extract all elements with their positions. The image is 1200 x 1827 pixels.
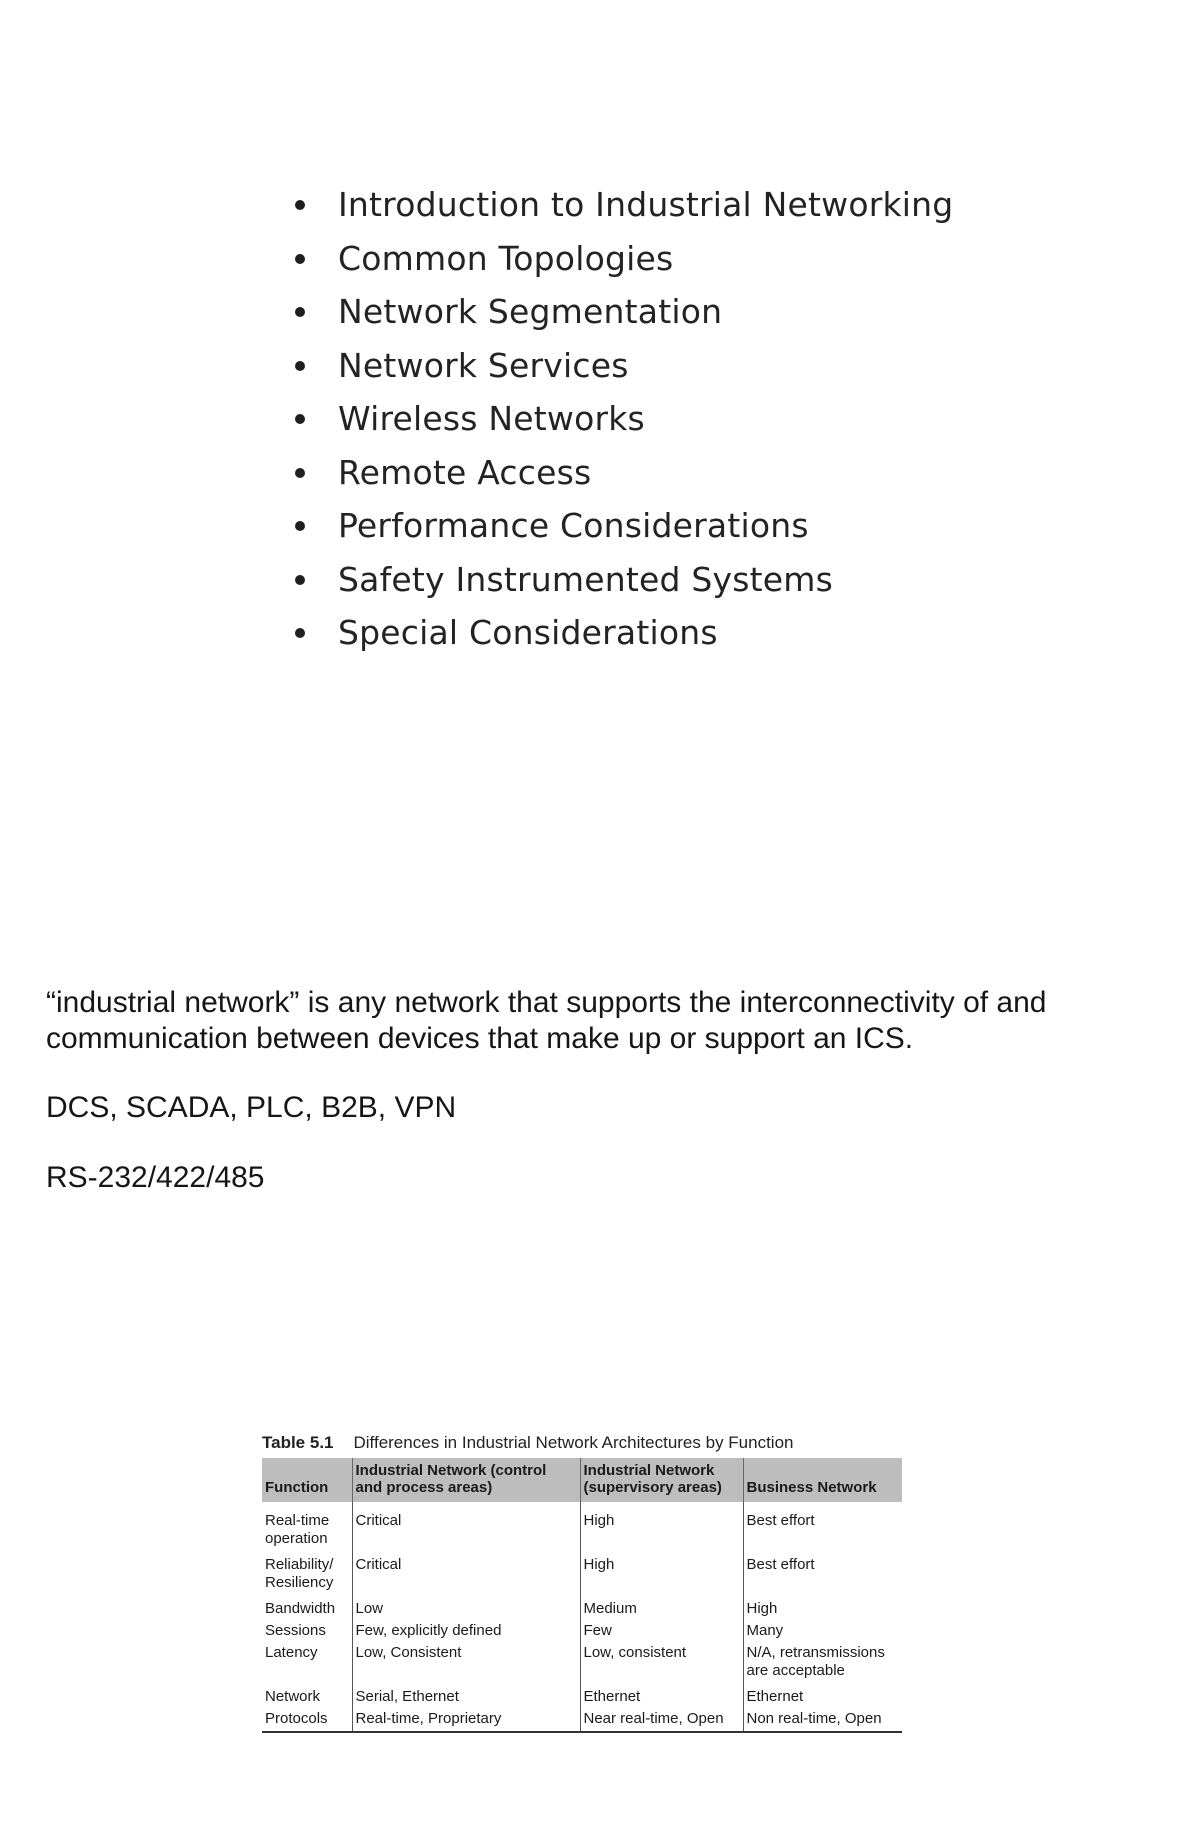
bullet-icon xyxy=(295,521,305,531)
topic-item: Performance Considerations xyxy=(286,499,953,553)
table-number: Table 5.1 xyxy=(262,1433,334,1452)
topic-item: Special Considerations xyxy=(286,606,953,660)
table-cell: Real-time, Proprietary xyxy=(352,1709,580,1732)
table-cell: Network xyxy=(265,1688,321,1705)
table-row xyxy=(262,1599,902,1621)
acronyms-line: DCS, SCADA, PLC, B2B, VPN xyxy=(46,1091,457,1124)
topic-item: Network Services xyxy=(286,339,953,393)
table-cell: Medium xyxy=(580,1599,743,1621)
table-cell: N/A, retransmissions are acceptable xyxy=(743,1643,902,1687)
topic-item: Wireless Networks xyxy=(286,392,953,446)
header-business-network: Business Network xyxy=(743,1458,902,1502)
table-cell: Real-time operation xyxy=(265,1512,330,1547)
table-cell: High xyxy=(580,1502,743,1555)
table-cell: Few, explicitly defined xyxy=(352,1621,580,1643)
topic-item: Safety Instrumented Systems xyxy=(286,553,953,607)
table-cell: Many xyxy=(743,1621,902,1643)
table-cell: Low, consistent xyxy=(580,1643,743,1687)
bullet-icon xyxy=(295,307,305,317)
table-row xyxy=(262,1709,902,1732)
table-caption xyxy=(262,1428,902,1458)
table-cell: Critical xyxy=(352,1502,580,1555)
bullet-icon xyxy=(295,200,305,210)
topic-item: Common Topologies xyxy=(286,232,953,286)
serial-standards-line: RS-232/422/485 xyxy=(46,1161,265,1194)
topic-list xyxy=(286,178,953,660)
table-row xyxy=(262,1687,902,1709)
table-cell: High xyxy=(580,1555,743,1599)
table-cell: Few xyxy=(580,1621,743,1643)
table-cell: Ethernet xyxy=(580,1687,743,1709)
table-cell: Critical xyxy=(352,1555,580,1599)
table-cell: Bandwidth xyxy=(265,1600,336,1617)
table-row xyxy=(262,1643,902,1687)
topic-item: Remote Access xyxy=(286,446,953,500)
table-cell: Ethernet xyxy=(743,1687,902,1709)
topic-item: Introduction to Industrial Networking xyxy=(286,178,953,232)
header-function: Function xyxy=(262,1458,352,1502)
table-cell: Low, Consistent xyxy=(352,1643,580,1687)
bullet-icon xyxy=(295,414,305,424)
bullet-icon xyxy=(295,254,305,264)
topic-item: Network Segmentation xyxy=(286,285,953,339)
table-row xyxy=(262,1555,902,1599)
table-cell: High xyxy=(743,1599,902,1621)
table-row xyxy=(262,1621,902,1643)
table-cell: Protocols xyxy=(265,1710,328,1727)
table-cell: Latency xyxy=(265,1644,318,1661)
header-supervisory-network: Industrial Network (supervisory areas) xyxy=(580,1458,743,1502)
table-cell: Sessions xyxy=(265,1622,326,1639)
bullet-icon xyxy=(295,628,305,638)
bullet-icon xyxy=(295,575,305,585)
table-cell: Low xyxy=(352,1599,580,1621)
table-header-row xyxy=(262,1458,902,1502)
bullet-icon xyxy=(295,361,305,371)
comparison-table-figure xyxy=(262,1428,902,1733)
table-cell: Near real-time, Open xyxy=(580,1709,743,1732)
table-title: Differences in Industrial Network Architectures by Function xyxy=(353,1433,794,1452)
comparison-table xyxy=(262,1458,902,1733)
table-row xyxy=(262,1502,902,1555)
table-cell: Reliability/ Resiliency xyxy=(265,1556,334,1591)
table-cell: Serial, Ethernet xyxy=(352,1687,580,1709)
bullet-icon xyxy=(295,468,305,478)
table-cell: Best effort xyxy=(743,1502,902,1555)
table-cell: Non real-time, Open xyxy=(743,1709,902,1732)
header-control-network: Industrial Network (control and process areas) xyxy=(352,1458,580,1502)
definition-paragraph: “industrial network” is any network that supports the interconnectivity of and communication between devices that make up or support an ICS. xyxy=(46,986,1047,1055)
table-cell: Best effort xyxy=(743,1555,902,1599)
